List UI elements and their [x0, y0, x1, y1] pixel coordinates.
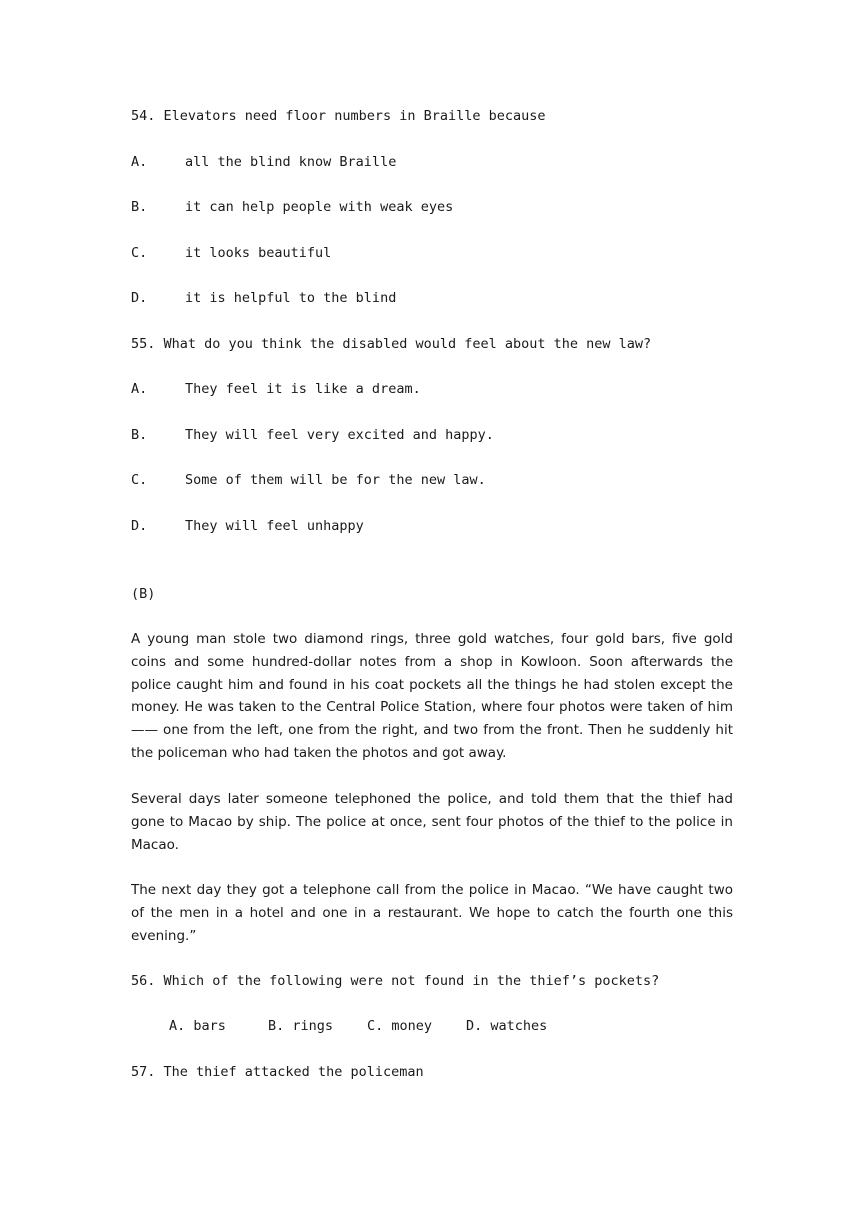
- question-55-option-a: [131, 380, 421, 398]
- option-letter: C.: [131, 245, 148, 261]
- question-55-stem: 55. What do you think the disabled would feel about the new law?: [131, 336, 652, 352]
- question-54-stem: 54. Elevators need floor numbers in Braille because: [131, 108, 546, 124]
- option-text: Some of them will be for the new law.: [185, 472, 486, 488]
- passage-paragraph-1: A young man stole two diamond rings, three gold watches, four gold bars, five gold coins and some hundred-dollar notes from a shop in Kowloon. Soon afterwards the police caught him and found in his coat pockets all the things he had stolen except the money. He was taken to the Central Police Station, where four photos were taken of him —— one from the left, one from the right, and two from the front. Then he suddenly hit the policeman who had taken the photos and got away.: [131, 631, 733, 761]
- option-text: They will feel unhappy: [185, 518, 364, 534]
- choice-b: B. rings: [268, 1018, 334, 1034]
- question-54-option-c: [131, 244, 331, 262]
- question-56-stem: 56. Which of the following were not found in the thief’s pockets?: [131, 973, 660, 989]
- question-54-option-a: [131, 153, 396, 171]
- option-letter: D.: [131, 518, 148, 534]
- passage-paragraph-2: Several days later someone telephoned the police, and told them that the thief had gone to Macao by ship. The police at once, sent four photos of the thief to the police in Macao.: [131, 791, 733, 853]
- section-label: (B): [131, 586, 156, 602]
- option-letter: B.: [131, 427, 148, 443]
- option-text: it looks beautiful: [185, 245, 332, 261]
- option-letter: C.: [131, 472, 148, 488]
- option-text: it can help people with weak eyes: [185, 199, 454, 215]
- option-letter: B.: [131, 199, 148, 215]
- question-56-choices: [169, 1017, 547, 1035]
- question-54-option-b: [131, 198, 453, 216]
- question-55-option-b: [131, 426, 494, 444]
- question-55-option-c: [131, 471, 486, 489]
- question-54-option-d: [131, 289, 396, 307]
- question-57-stem: 57. The thief attacked the policeman: [131, 1064, 424, 1080]
- option-letter: A.: [131, 154, 148, 170]
- option-letter: D.: [131, 290, 148, 306]
- choice-d: D. watches: [466, 1018, 548, 1034]
- question-55-option-d: [131, 517, 364, 535]
- option-letter: A.: [131, 381, 148, 397]
- option-text: all the blind know Braille: [185, 154, 397, 170]
- option-text: it is helpful to the blind: [185, 290, 397, 306]
- choice-c: C. money: [367, 1018, 433, 1034]
- option-text: They will feel very excited and happy.: [185, 427, 494, 443]
- passage-paragraph-3: The next day they got a telephone call from the police in Macao. “We have caught two of the men in a hotel and one in a restaurant. We hope to catch the fourth one this evening.”: [131, 882, 733, 944]
- choice-a: A. bars: [169, 1018, 226, 1034]
- option-text: They feel it is like a dream.: [185, 381, 421, 397]
